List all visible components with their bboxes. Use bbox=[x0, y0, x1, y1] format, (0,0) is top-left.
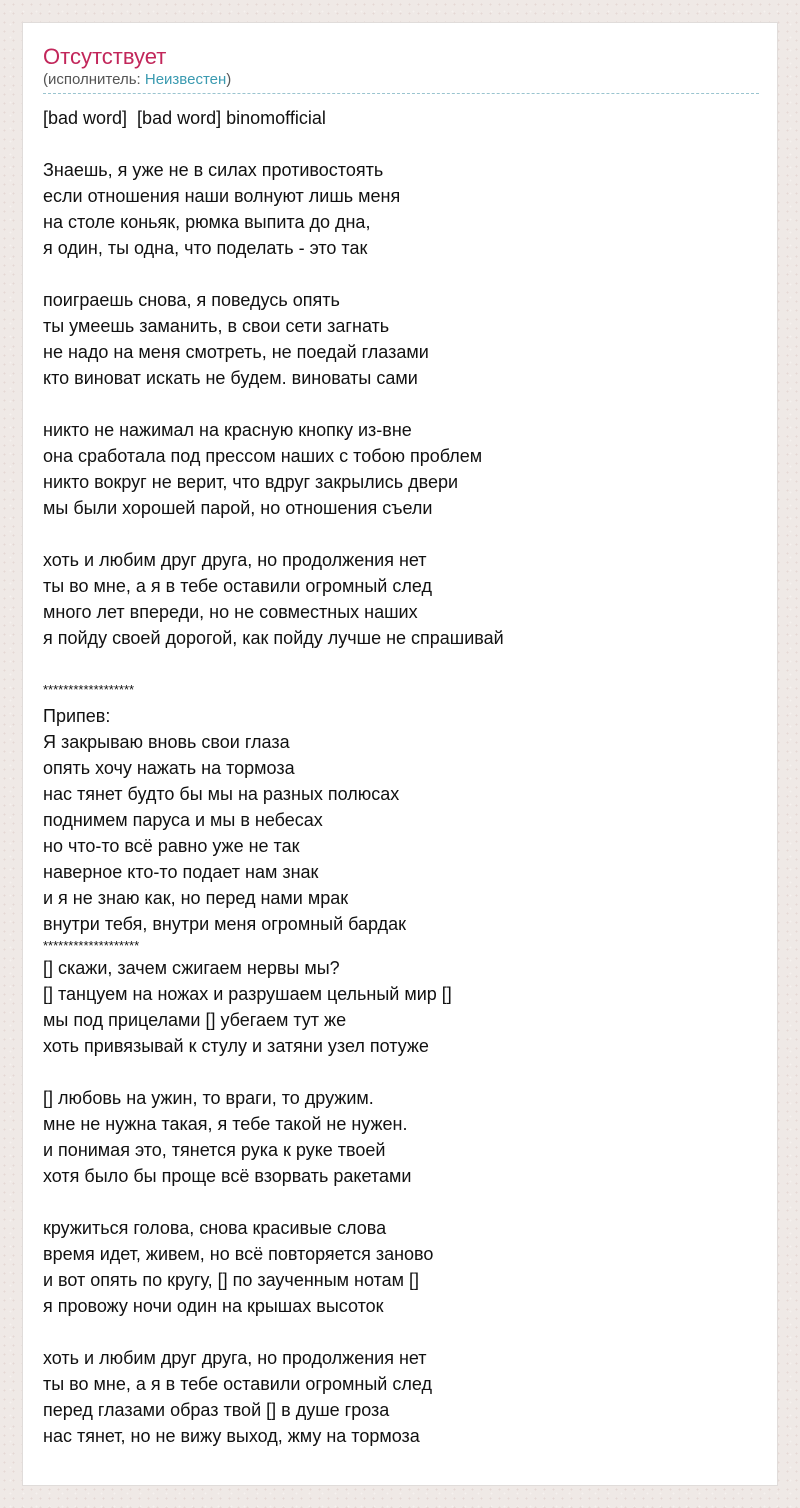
lyrics-line: ты во мне, а я в тебе оставили огромный след bbox=[43, 1374, 432, 1394]
lyrics-line: нас тянет будто бы мы на разных полюсах bbox=[43, 784, 400, 804]
lyrics-line: мы под прицелами [] убегаем тут же bbox=[43, 1010, 347, 1030]
lyrics-line: она сработала под прессом наших с тобою проблем bbox=[43, 446, 483, 466]
lyrics-line: если отношения наши волнуют лишь меня bbox=[43, 186, 401, 206]
lyrics-blank-line bbox=[43, 261, 759, 287]
lyrics-line: хоть и любим друг друга, но продолжения нет bbox=[43, 1348, 427, 1368]
song-title: Отсутствует bbox=[43, 44, 167, 69]
song-header bbox=[43, 44, 759, 90]
lyrics-line: никто вокруг не верит, что вдруг закрылись двери bbox=[43, 472, 459, 492]
lyrics-line: никто не нажимал на красную кнопку из-вне bbox=[43, 420, 412, 440]
lyrics-line: я пойду своей дорогой, как пойду лучше не спрашивай bbox=[43, 628, 504, 648]
lyrics-line: кружиться голова, снова красивые слова bbox=[43, 1218, 387, 1238]
lyrics-line: внутри тебя, внутри меня огромный бардак bbox=[43, 914, 407, 934]
lyrics-line: но что-то всё равно уже не так bbox=[43, 836, 300, 856]
lyrics-line: много лет впереди, но не совместных наших bbox=[43, 602, 418, 622]
song-meta bbox=[43, 70, 759, 90]
lyrics-line: Знаешь, я уже не в силах противостоять bbox=[43, 160, 384, 180]
artist-suffix: ) bbox=[226, 71, 232, 88]
lyrics-line: мы были хорошей парой, но отношения съели bbox=[43, 498, 433, 518]
lyrics-line: ******************* bbox=[43, 938, 140, 953]
lyrics-line: и понимая это, тянется рука к руке твоей bbox=[43, 1140, 386, 1160]
header-divider bbox=[43, 93, 759, 94]
lyrics-line: хотя было бы проще всё взорвать ракетами bbox=[43, 1166, 412, 1186]
lyrics-line: я провожу ночи один на крышах высоток bbox=[43, 1296, 384, 1316]
lyrics-blank-line bbox=[43, 651, 759, 677]
lyrics-blank-line bbox=[43, 131, 759, 157]
lyrics-line: не надо на меня смотреть, не поедай глазами bbox=[43, 342, 429, 362]
lyrics-blank-line bbox=[43, 391, 759, 417]
lyrics-line: наверное кто-то подает нам знак bbox=[43, 862, 319, 882]
lyrics-line: ты во мне, а я в тебе оставили огромный след bbox=[43, 576, 432, 596]
lyrics-line: и я не знаю как, но перед нами мрак bbox=[43, 888, 349, 908]
lyrics-line: опять хочу нажать на тормоза bbox=[43, 758, 295, 778]
lyrics-line: ****************** bbox=[43, 682, 135, 697]
artist-link[interactable]: Неизвестен bbox=[144, 71, 227, 88]
lyrics-line: я один, ты одна, что поделать - это так bbox=[43, 238, 368, 258]
lyrics-line: [] скажи, зачем сжигаем нервы мы? bbox=[43, 958, 340, 978]
lyrics-blank-line bbox=[43, 1189, 759, 1215]
lyrics-line: [] танцуем на ножах и разрушаем цельный мир [] bbox=[43, 984, 452, 1004]
lyrics-line: мне не нужна такая, я тебе такой не нужен. bbox=[43, 1114, 408, 1134]
lyrics-line: поднимем паруса и мы в небесах bbox=[43, 810, 323, 830]
lyrics-line: поиграешь снова, я поведусь опять bbox=[43, 290, 340, 310]
lyrics-card bbox=[22, 22, 778, 1486]
lyrics-line: и вот опять по кругу, [] по заученным нотам [] bbox=[43, 1270, 420, 1290]
lyrics-line: [] любовь на ужин, то враги, то дружим. bbox=[43, 1088, 374, 1108]
lyrics-blank-line bbox=[43, 1319, 759, 1345]
lyrics-line: хоть привязывай к стулу и затяни узел потуже bbox=[43, 1036, 429, 1056]
lyrics-line: Припев: bbox=[43, 706, 111, 726]
lyrics-text bbox=[43, 105, 759, 1449]
lyrics-line: [bad word] [bad word] binomofficial bbox=[43, 108, 326, 128]
artist-prefix: (исполнитель: bbox=[43, 71, 145, 88]
lyrics-line: нас тянет, но не вижу выход, жму на тормоза bbox=[43, 1426, 420, 1446]
lyrics-blank-line bbox=[43, 1059, 759, 1085]
lyrics-line: время идет, живем, но всё повторяется заново bbox=[43, 1244, 434, 1264]
lyrics-line: Я закрываю вновь свои глаза bbox=[43, 732, 290, 752]
lyrics-line: хоть и любим друг друга, но продолжения нет bbox=[43, 550, 427, 570]
lyrics-blank-line bbox=[43, 521, 759, 547]
lyrics-line: на столе коньяк, рюмка выпита до дна, bbox=[43, 212, 371, 232]
lyrics-line: ты умеешь заманить, в свои сети загнать bbox=[43, 316, 390, 336]
lyrics-line: кто виноват искать не будем. виноваты сами bbox=[43, 368, 418, 388]
lyrics-line: перед глазами образ твой [] в душе гроза bbox=[43, 1400, 390, 1420]
